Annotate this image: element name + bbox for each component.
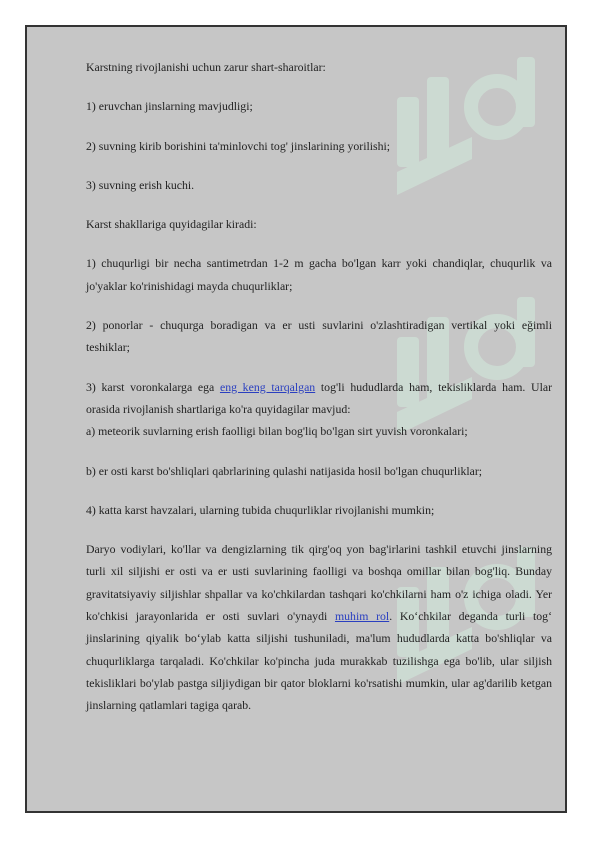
paragraph-text: tog'li hududlarda ham, tekisliklarda ham. Ular orasida rivojlanish shartlariga ko'ra quyidagilar mavjud: [86,379,553,416]
paragraph-karst-form-3a: a) meteorik suvlarning erish faolligi bilan bog'liq bo'lgan sirt yuvish voronkalari; [86,424,468,439]
paragraph-conditions-heading: Karstning rivojlanishi uchun zarur shart-sharoitlar: [86,60,326,74]
paragraph-karst-form-4: 4) katta karst havzalari, ularning tubida chuqurliklar rivojlanishi mumkin; [86,502,435,517]
link-eng-keng-tarqalgan[interactable]: eng keng tarqalgan [219,379,316,394]
paragraph-karst-forms-heading: Karst shakllariga quyidagilar kiradi: [86,217,257,232]
paragraph-condition-2: 2) suvning kirib borishini ta'minlovchi tog' jinslarining yorilishi; [86,138,391,153]
paragraph-condition-1: 1) eruvchan jinslarning mavjudligi; [86,99,253,114]
paragraph-karst-form-1: 1) chuqurligi bir necha santimetrdan 1-2 m gacha bo'lgan karr yoki chandiqlar, chuqurlik va jo'yaklar ko'rinishidagi mayda chuqurliklar; [86,256,552,293]
paragraph-landslides [86,538,552,716]
document-body [86,56,552,717]
paragraph-karst-form-3 [86,376,552,421]
paragraph-text: . Ko‘chkilar deganda turli tog‘ jinslarining qiyalik bo‘ylab katta siljishi tushuniladi, ma'lum hududlarda katta bo'shliqlar va chuqurliklarga tarqaladi. Ko'chkilar ko'pincha juda murakkab tuzilishga ega bo'lib, ular siljish tekisliklari bo'ylab pastga siljiydigan bir qator bloklarni ko'rsatishi mumkin, ular ag'darilib ketgan jinslarning qatlamlari tagiga qarab. [86,609,553,713]
paragraph-text: 3) karst voronkalarga ega [86,379,220,394]
link-muhim-rol[interactable]: muhim rol [334,609,390,624]
paragraph-karst-form-3b: b) er osti karst bo'shliqlari qabrlarining qulashi natijasida hosil bo'lgan chuqurliklar; [86,463,483,478]
paragraph-condition-3: 3) suvning erish kuchi. [86,177,195,192]
paragraph-text: Daryo vodiylari, ko'llar va dengizlarning tik qirg'oq yon bag'irlarini tashkil etuvchi jinslarning turli xil siljishi er osti va er usti suvlarining faolligi va boshqa omillar bilan bog'liq. Bunday gravitatsiyaviy siljishlar shpallar va ko'chkilardan tashqari ko'chkilarni ham o'z ichiga oladi. Yer ko'chkisi jarayonlarida er osti suvlari o'ynaydi [86,542,552,624]
paragraph-karst-form-2: 2) ponorlar - chuqurga boradigan va er usti suvlarini o'zlashtiradigan vertikal yoki eğimli teshiklar; [86,318,552,355]
